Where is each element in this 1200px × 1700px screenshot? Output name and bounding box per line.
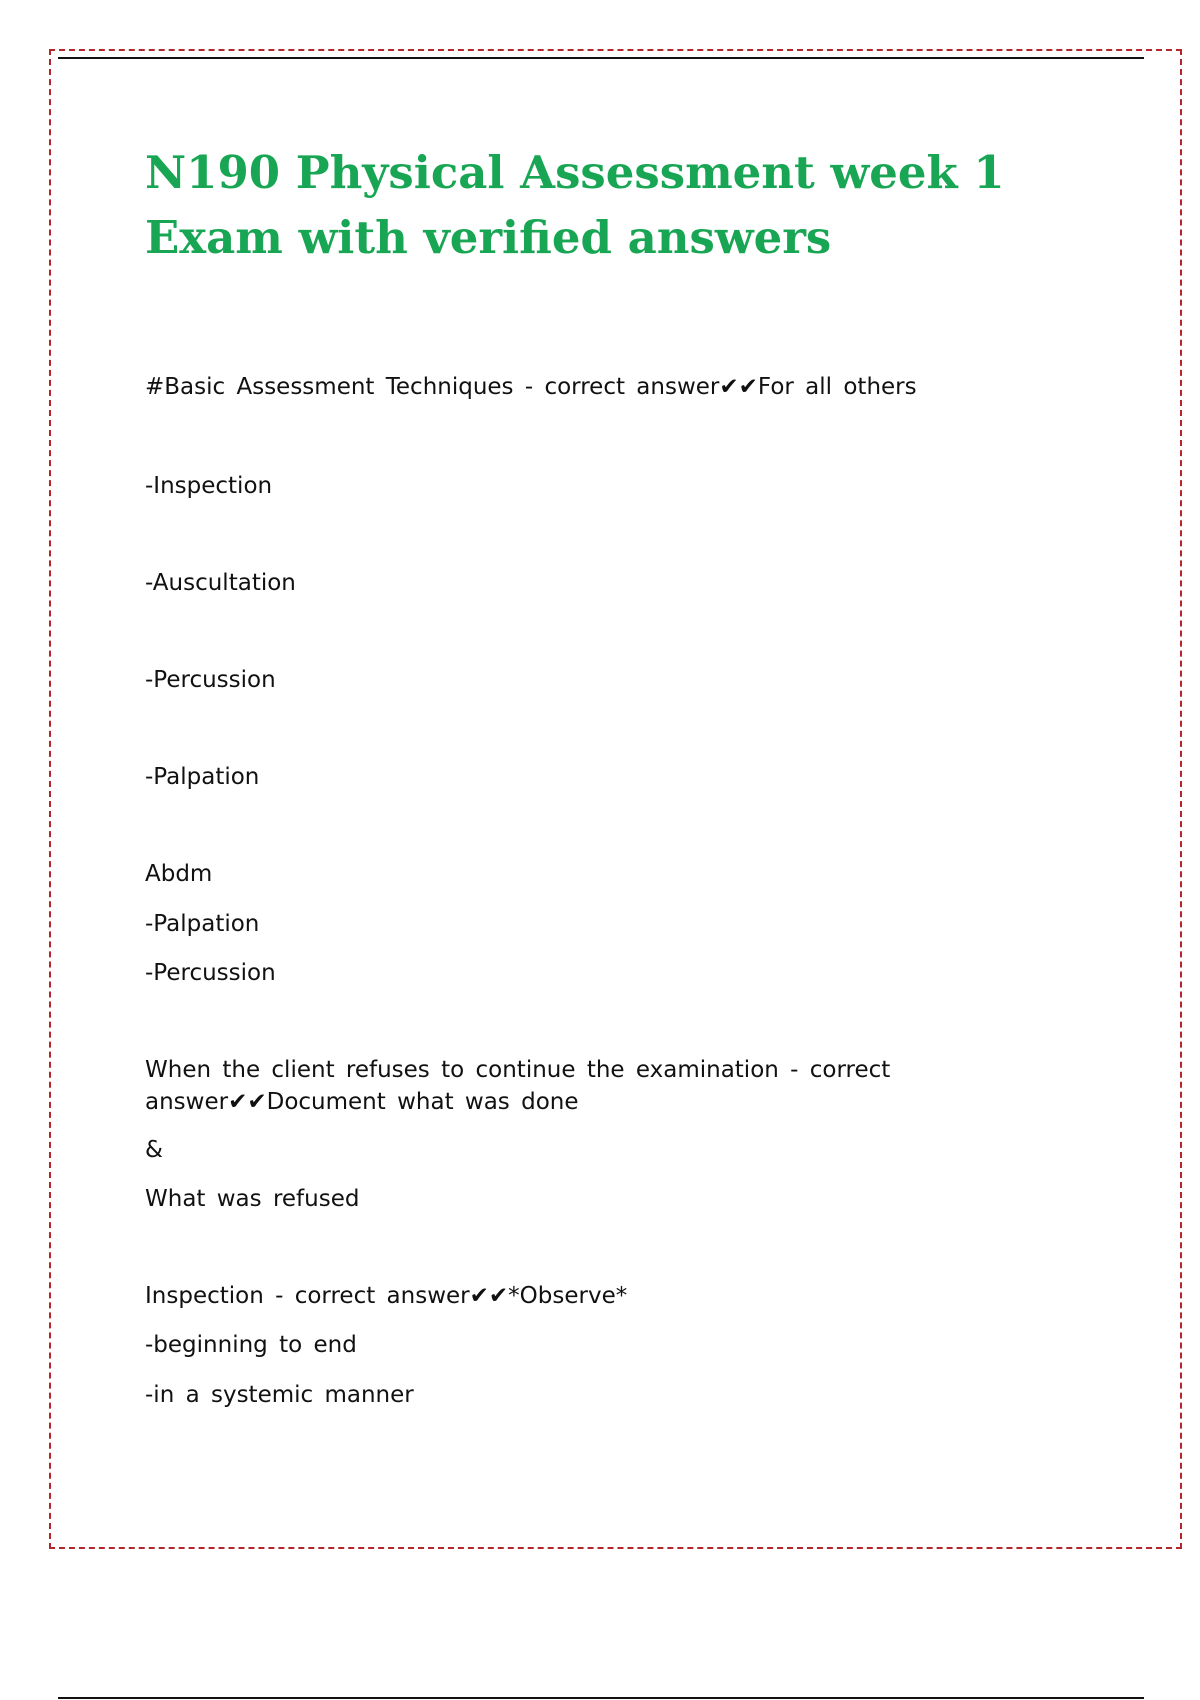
text-line: -in a systemic manner: [145, 1382, 414, 1408]
text-line: #Basic Assessment Techniques - correct answer✔✔For all others: [145, 374, 917, 400]
header-rule: [58, 57, 1144, 59]
text-paragraph: When the client refuses to continue the examination - correct answer✔✔Document what was done: [145, 1057, 891, 1115]
text-line: -Palpation: [145, 911, 260, 937]
text-line: -Percussion: [145, 960, 276, 986]
text-line: Abdm: [145, 861, 213, 887]
page-frame: [49, 49, 1182, 1549]
text-line: -Auscultation: [145, 570, 296, 596]
text-line: Inspection - correct answer✔✔*Observe*: [145, 1283, 628, 1309]
document-title: N190 Physical Assessment week 1 Exam with verified answers: [145, 146, 1005, 264]
text-line: -beginning to end: [145, 1332, 357, 1358]
footer-rule: [58, 1697, 1144, 1699]
text-line: What was refused: [145, 1186, 360, 1212]
text-line: &: [145, 1137, 163, 1163]
text-line: -Palpation: [145, 764, 260, 790]
text-line: -Percussion: [145, 667, 276, 693]
text-line: -Inspection: [145, 473, 273, 499]
